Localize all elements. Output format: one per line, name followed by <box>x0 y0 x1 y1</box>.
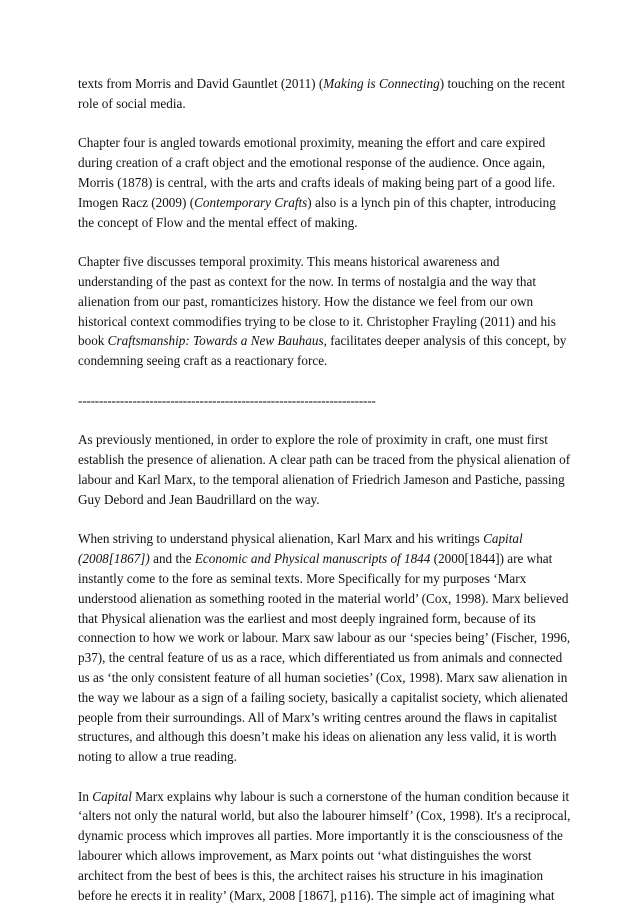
text-run: ) also is a lynch pin of this chapter, introducing <box>307 194 556 210</box>
italic-title-text: Contemporary Crafts <box>194 194 308 210</box>
text-line <box>78 688 580 708</box>
body-paragraph <box>78 787 580 905</box>
text-line <box>78 806 580 826</box>
text-run: ‘alters not only the natural world, but also the labourer himself’ (Cox, 1998). It's a reciprocal, <box>78 808 571 824</box>
text-run: ) touching on the recent <box>439 76 565 91</box>
body-paragraph <box>78 133 580 232</box>
text-run: (2000[1844]) are what <box>430 551 553 567</box>
text-run: connection to how we work or labour. Marx saw labour as our ‘species being’ (Fischer, 1996, <box>78 630 571 646</box>
text-run: that Physical alienation was the earliest and most deeply ingrained form, because of its <box>78 610 536 626</box>
text-line <box>78 609 580 629</box>
text-line <box>78 173 580 193</box>
italic-title-text: Capital <box>483 531 523 547</box>
section-divider <box>78 391 580 411</box>
text-line <box>78 292 580 312</box>
text-run: p37), the central feature of us as a race, which differentiated us from animals and connected <box>78 650 563 666</box>
text-line <box>78 430 580 450</box>
text-run: , facilitates deeper analysis of this concept, by <box>323 333 567 349</box>
text-line <box>78 193 580 213</box>
text-run: establish the presence of alienation. A clear path can be traced from the physical alienation of <box>78 452 571 468</box>
text-line <box>78 529 580 549</box>
text-run: structures, and although this doesn’t make his ideas on alienation any less valid, it is worth <box>78 729 557 745</box>
text-line <box>78 589 580 609</box>
text-line <box>78 628 580 648</box>
text-line <box>78 747 580 767</box>
text-run: understood alienation as something rooted in the material world’ (Cox, 1998). Marx believed <box>78 590 569 606</box>
text-run: understanding of the past as context for the now. In terms of nostalgia and the way that <box>78 273 537 289</box>
text-run: When striving to understand physical alienation, Karl Marx and his writings <box>78 531 484 547</box>
text-run: Morris (1878) is central, with the arts and crafts ideals of making being part of a good life. <box>78 174 556 190</box>
italic-title-text: Economic and Physical manuscripts of 1844 <box>194 551 431 567</box>
text-run: Chapter five discusses temporal proximity. This means historical awareness and <box>78 254 500 270</box>
text-line <box>78 826 580 846</box>
text-run: role of social media. <box>78 95 186 111</box>
text-line <box>78 866 580 886</box>
text-line <box>78 470 580 490</box>
text-run: texts from Morris and David Gauntlet (2011) ( <box>78 76 324 91</box>
text-run: noting to allow a true reading. <box>78 749 237 765</box>
text-line <box>78 648 580 668</box>
text-line <box>78 727 580 747</box>
text-run: during creation of a craft object and the emotional response of the audience. Once again, <box>78 155 546 171</box>
text-line <box>78 787 580 807</box>
text-run: condemning seeing craft as a reactionary force. <box>78 353 328 369</box>
text-line <box>78 391 580 411</box>
text-run: instantly come to the fore as seminal texts. More Specifically for my purposes ‘Marx <box>78 570 527 586</box>
text-run: alienation from our past, romanticizes history. How the distance we feel from our own <box>78 293 534 309</box>
text-line <box>78 549 580 569</box>
text-run: As previously mentioned, in order to explore the role of proximity in craft, one must first <box>78 432 548 448</box>
text-line <box>78 213 580 233</box>
body-paragraph <box>78 252 580 371</box>
text-run: before he erects it in reality’ (Marx, 2008 [1867], p116). The simple act of imagining what <box>78 887 555 903</box>
text-line <box>78 133 580 153</box>
text-line <box>78 886 580 905</box>
text-run: and the <box>149 551 195 567</box>
text-run: ----------------------------------------------------------------------- <box>78 392 376 408</box>
text-run: people from their surroundings. All of Marx’s writing centres around the flaws in capitalist <box>78 709 558 725</box>
italic-title-text: (2008[1867]) <box>78 551 150 567</box>
body-paragraph <box>78 74 580 114</box>
text-line <box>78 668 580 688</box>
text-line <box>78 153 580 173</box>
body-paragraph <box>78 529 580 767</box>
text-run: architect from the best of bees is this, the architect raises his structure in his imagination <box>78 867 544 883</box>
text-run: In <box>78 788 93 804</box>
text-run: Marx explains why labour is such a cornerstone of the human condition because it <box>131 788 570 804</box>
text-run: labour and Karl Marx, to the temporal alienation of Friedrich Jameson and Pastiche, passing <box>78 471 565 487</box>
text-line <box>78 569 580 589</box>
text-line <box>78 490 580 510</box>
text-run: the way we labour as a sign of a failing society, basically a capitalist society, which alienated <box>78 689 568 705</box>
text-line <box>78 74 580 94</box>
italic-title-text: Craftsmanship: Towards a New Bauhaus <box>107 333 324 349</box>
italic-title-text: Making is Connecting <box>323 76 440 91</box>
text-line <box>78 331 580 351</box>
text-line <box>78 450 580 470</box>
text-line <box>78 94 580 114</box>
text-run: Guy Debord and Jean Baudrillard on the way. <box>78 491 320 507</box>
text-line <box>78 846 580 866</box>
text-line <box>78 312 580 332</box>
body-paragraph <box>78 430 580 509</box>
text-run: us as ‘the only consistent feature of all human societies’ (Cox, 1998). Marx saw alienation in <box>78 669 568 685</box>
text-run: book <box>78 333 108 349</box>
text-run: Imogen Racz (2009) ( <box>78 194 195 210</box>
text-line <box>78 252 580 272</box>
text-run: dynamic process which improves all parties. More importantly it is the consciousness of the <box>78 828 563 844</box>
text-run: historical context commodifies trying to be close to it. Christopher Frayling (2011) and his <box>78 313 556 329</box>
text-run: the concept of Flow and the mental effect of making. <box>78 214 358 230</box>
text-run: labourer which allows improvement, as Marx points out ‘what distinguishes the worst <box>78 848 532 864</box>
text-run: Chapter four is angled towards emotional proximity, meaning the effort and care expired <box>78 135 546 151</box>
text-line <box>78 351 580 371</box>
italic-title-text: Capital <box>92 788 132 804</box>
text-line <box>78 272 580 292</box>
text-line <box>78 708 580 728</box>
